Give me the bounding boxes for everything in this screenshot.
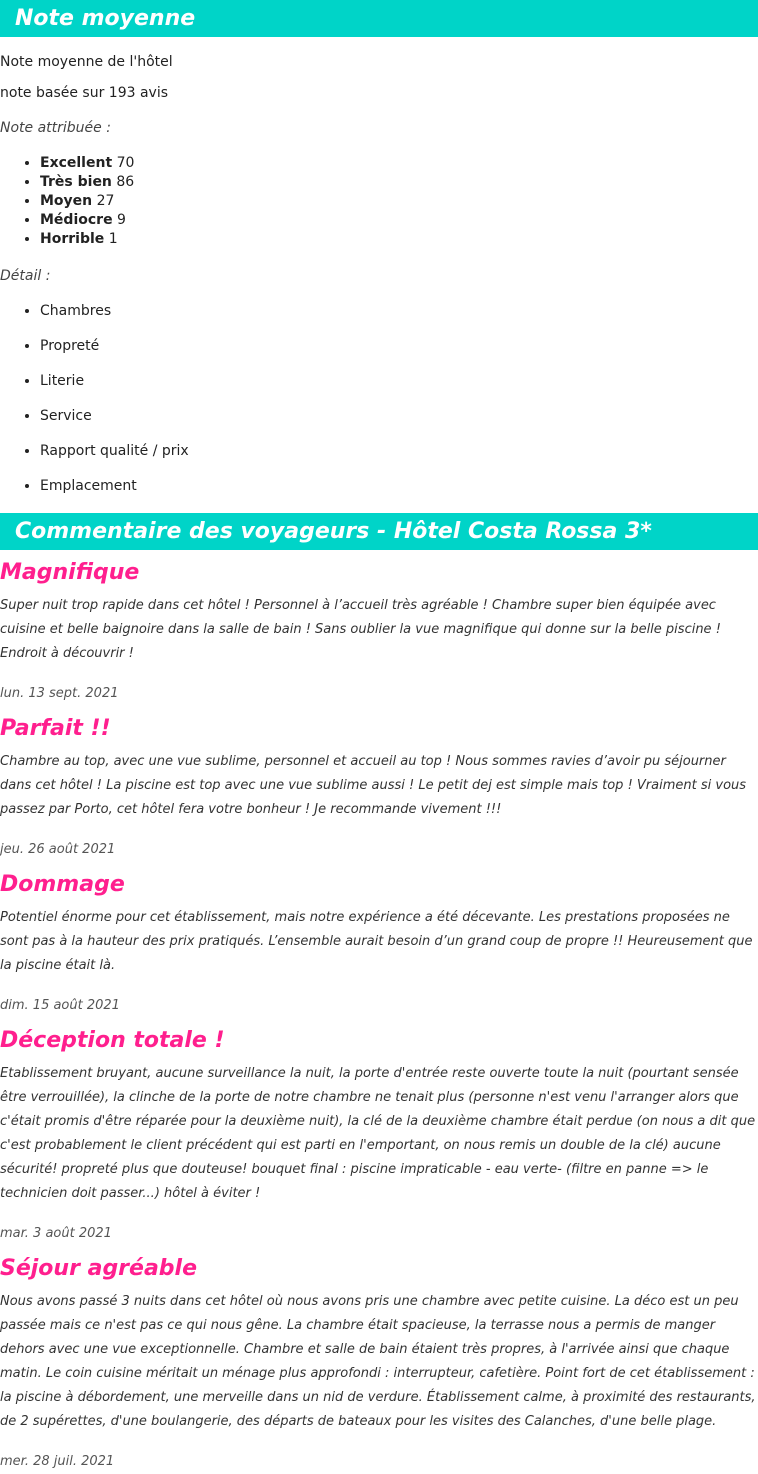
review-text: Chambre au top, avec une vue sublime, personnel et accueil au top ! Nous sommes ravies d’avoir pu séjourner dans cet hôtel ! La piscine est top avec une vue sublime aussi ! Le petit dej est simple mais top ! Vraiment si vous passez par Porto, cet hôtel fera votre bonheur ! Je recommande vivement !!! (0, 754, 747, 817)
review-text: Potentiel énorme pour cet établissement, mais notre expérience a été décevante. Les prestations proposées ne sont pas à la hauteur des prix pratiqués. L’ensemble aurait besoin d’un grand coup de propre !! Heureusement que la piscine était là. (0, 910, 753, 973)
rating-count-label: Très bien (40, 174, 112, 190)
rating-count-label: Médiocre (40, 212, 113, 228)
review-date: mer. 28 juil. 2021 (0, 1454, 115, 1469)
rating-count-value: 1 (108, 231, 118, 247)
review-title: Parfait !! (0, 716, 111, 741)
review-title: Magnifique (0, 560, 140, 585)
counts-label: Note attribuée : (0, 120, 111, 136)
detail-item: • Rapport qualité / prix (40, 442, 758, 461)
review-title: Déception totale ! (0, 1028, 225, 1053)
detail-item: • Propreté (40, 337, 758, 356)
rating-count-value: 86 (116, 174, 135, 190)
rating-details-list (0, 302, 758, 496)
review (0, 550, 758, 706)
review-text: Super nuit trop rapide dans cet hôtel ! Personnel à l’accueil très agréable ! Chambre super bien équipée avec cuisine et belle baignoire dans la salle de bain ! Sans oublier la vue magnifique qui donne sur la belle piscine ! Endroit à découvrir ! (0, 598, 721, 661)
detail-item: • Emplacement (40, 477, 758, 496)
detail-item: • Literie (40, 372, 758, 391)
rating-title: Note moyenne de l'hôtel (0, 54, 173, 70)
rating-counts-list (0, 154, 758, 249)
review-date: mar. 3 août 2021 (0, 1226, 112, 1241)
rating-count-value: 27 (96, 193, 115, 209)
review-text: Etablissement bruyant, aucune surveillance la nuit, la porte d'entrée reste ouverte toute la nuit (pourtant sensée être verrouillée), la clinche de la porte de notre chambre ne tenait plus (personne n'est venu l'arranger alors que c'était promis d'être réparée pour la deuxième nuit), la clé de la deuxième chambre était perdue (on nous a dit que c'est probablement le client précédent qui est parti en l'emportant, on nous remis un double de la clé) aucune sécurité! propreté plus que douteuse! bouquet final : piscine impraticable - eau verte- (filtre en panne => le technicien doit passer...) hôtel à éviter ! (0, 1066, 756, 1201)
detail-item: • Service (40, 407, 758, 426)
review-date: jeu. 26 août 2021 (0, 842, 116, 857)
reviews-section-header: Commentaire des voyageurs - Hôtel Costa Rossa 3* (0, 513, 758, 550)
rating-count-item (40, 192, 758, 211)
rating-count-value: 9 (117, 212, 126, 228)
review-date: lun. 13 sept. 2021 (0, 686, 119, 701)
rating-count-item (40, 211, 758, 230)
review-text: Nous avons passé 3 nuits dans cet hôtel où nous avons pris une chambre avec petite cuisine. La déco est un peu passée mais ce n'est pas ce qui nous gêne. La chambre était spacieuse, la terrasse nous a permis de manger dehors avec une vue exceptionnelle. Chambre et salle de bain étaient très propres, à l'arrivée ainsi que chaque matin. Le coin cuisine méritait un ménage plus approfondi : interrupteur, cafetière. Point fort de cet établissement : la piscine à débordement, une merveille dans un nid de verdure. Établissement calme, à proximité des restaurants, de 2 supérettes, d'une boulangerie, des départs de bateaux pour les visites des Calanches, d'une belle plage. (0, 1294, 756, 1429)
rating-count-item (40, 173, 758, 192)
rating-subtitle: note basée sur 193 avis (0, 85, 169, 101)
rating-count-item (40, 230, 758, 249)
detail-item: • Chambres (40, 302, 758, 321)
review (0, 1246, 758, 1474)
review-date: dim. 15 août 2021 (0, 998, 120, 1013)
rating-count-value: 70 (116, 155, 135, 171)
review-title: Dommage (0, 872, 125, 897)
detail-label: Détail : (0, 268, 51, 284)
review (0, 862, 758, 1018)
review (0, 706, 758, 862)
rating-section-header: Note moyenne (0, 0, 758, 37)
review-title: Séjour agréable (0, 1256, 198, 1281)
rating-count-label: Excellent (40, 155, 113, 171)
rating-count-item (40, 154, 758, 173)
review (0, 1018, 758, 1246)
rating-count-label: Horrible (40, 231, 105, 247)
rating-count-label: Moyen (40, 193, 93, 209)
